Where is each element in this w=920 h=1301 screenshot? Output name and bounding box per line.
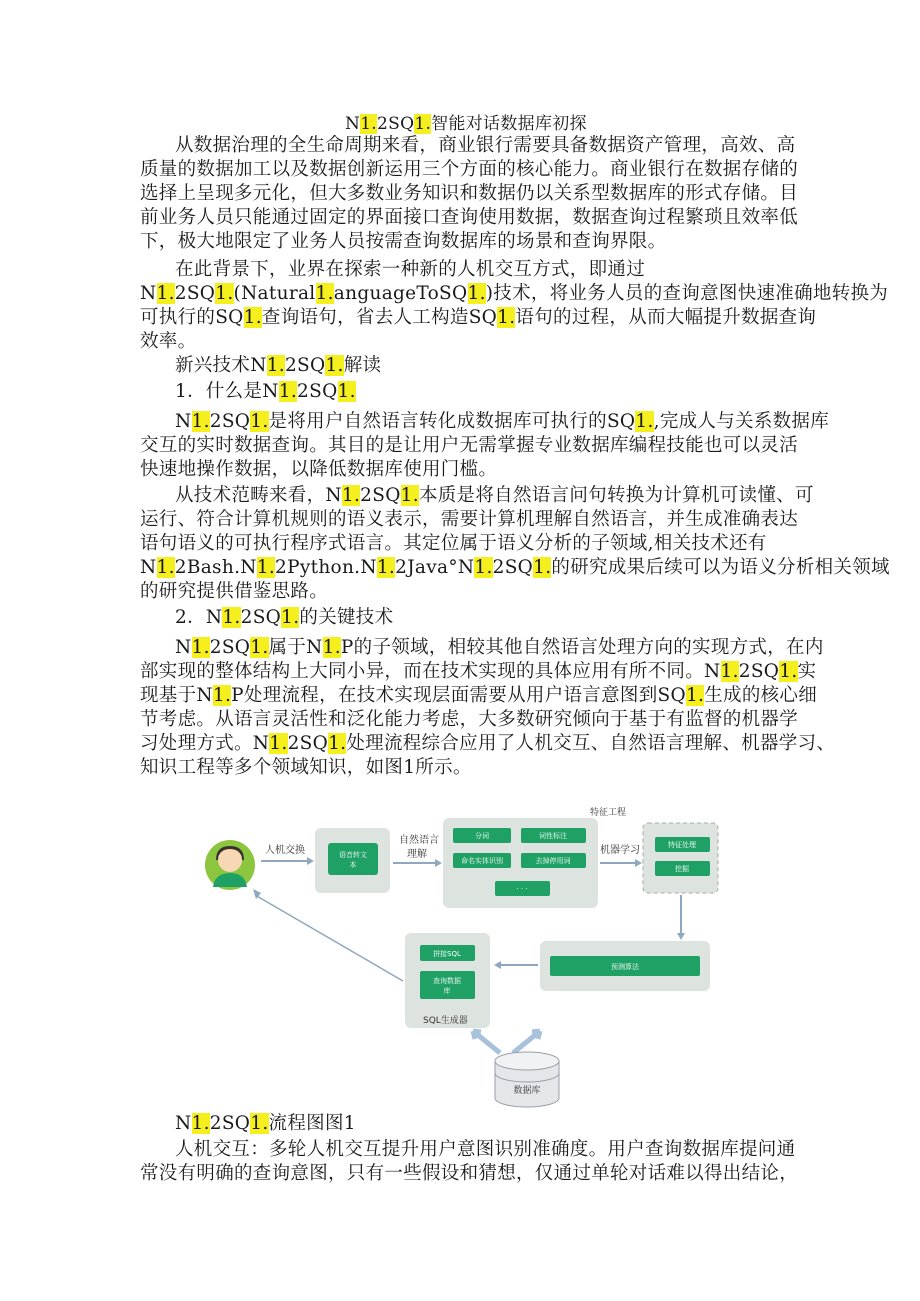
paragraph-4-line (175, 484, 835, 508)
highlight-mark: 1. (414, 114, 432, 134)
paragraph-1-line (140, 230, 800, 254)
arrow-1-head (307, 857, 314, 865)
database-label: 数据库 (513, 1086, 541, 1096)
paragraph-1-line (175, 134, 835, 158)
paragraph-4-line (140, 532, 800, 556)
text-run: 交互的实时数据查询。其目的是让用户无需掌握专业数据库编程技能也可以灵活 (140, 435, 799, 456)
prediction-label: 预测算法 (611, 963, 639, 971)
text-run: 查询语句，省去人工构造SQ (261, 307, 498, 328)
highlight-mark: 1. (400, 485, 419, 506)
feature-engineering-label: 特征工程 (590, 808, 627, 818)
highlight-mark: 1. (360, 114, 378, 134)
text-run: 选择上呈现多元化，但大多数业务知识和数据仍以关系型数据库的形式存储。目 (140, 183, 799, 204)
highlight-mark: 1. (266, 355, 285, 376)
paragraph-1-line (140, 182, 800, 206)
ner-label: 命名实体识别 (461, 857, 503, 865)
paragraph-6-line (175, 1138, 835, 1162)
text-run: 下，极大地限定了业务人员按需查询数据库的场景和查询界限。 (140, 231, 667, 252)
text-run: 在此背景下，业界在探索一种新的人机交互方式，即通过 (175, 259, 646, 280)
highlight-mark: 1. (156, 283, 175, 304)
text-run: 2SQ (492, 557, 534, 578)
subsection-heading-1 (175, 380, 835, 404)
highlight-mark: 1. (322, 637, 341, 658)
more-label: · · · (516, 885, 528, 893)
paragraph-2-line (140, 306, 817, 330)
paragraph-4-line (140, 508, 800, 532)
highlight-mark: 1. (191, 1113, 210, 1134)
highlight-mark: 1. (250, 1113, 269, 1134)
text-run: 习处理方式。N (140, 733, 270, 754)
mining-label: 挖掘 (675, 865, 689, 873)
highlight-mark: 1. (533, 557, 552, 578)
paragraph-5-line (140, 732, 836, 756)
text-run: 解读 (343, 355, 382, 376)
highlight-mark: 1. (474, 557, 493, 578)
text-run: 现基于N (140, 685, 213, 706)
highlight-mark: 1. (212, 685, 232, 706)
sql-generator-label: SQL生成器 (423, 1016, 468, 1026)
text-run: 效率。 (140, 331, 197, 352)
highlight-mark: 1. (256, 557, 276, 578)
highlight-mark: 1. (779, 661, 798, 682)
text-run: N (175, 1113, 192, 1134)
feature-processing-label: 特征处理 (668, 841, 696, 849)
text-run: N (175, 637, 192, 658)
text-run: 属于N (268, 637, 323, 658)
stopwords-label: 去掉停用词 (535, 857, 571, 865)
highlight-mark: 1. (635, 411, 654, 432)
paragraph-5-line (140, 756, 800, 780)
text-run: 2．N (175, 607, 223, 628)
paragraph-3-line (175, 410, 835, 434)
highlight-mark: 1. (215, 283, 234, 304)
paragraph-4-line (140, 580, 800, 604)
database-icon (495, 1052, 559, 1107)
text-run: 从技术范畴来看，N (175, 485, 342, 506)
text-run: 2SQ (284, 355, 326, 376)
arrow-5-head (494, 961, 501, 969)
pos-tagging-label: 词性标注 (539, 832, 567, 840)
highlight-mark: 1. (191, 637, 210, 658)
text-run: 流程图图1 (268, 1113, 356, 1134)
highlight-mark: 1. (281, 607, 300, 628)
text-run: 2SQ (209, 411, 251, 432)
text-run: 质量的数据加工以及数据创新运用三个方面的核心能力。商业银行在数据存储的 (140, 159, 799, 180)
highlight-mark: 1. (467, 283, 486, 304)
document-title (345, 112, 920, 136)
section-heading (175, 354, 835, 378)
text-run: 2SQ (240, 607, 282, 628)
text-run: 2SQ (174, 283, 216, 304)
text-run: anguageToSQ (333, 283, 468, 304)
text-run: 常没有明确的查询意图，只有一些假设和猜想，仅通过单轮对话难以得出结论， (140, 1163, 799, 1184)
text-run: 处理流程综合应用了人机交互、自然语言理解、机器学习、 (346, 733, 836, 754)
paragraph-3-line (140, 434, 800, 458)
text-run: 2Python.N (275, 557, 377, 578)
text-run: 2SQ (297, 381, 338, 402)
text-run: 2SQ (209, 637, 251, 658)
text-run: 2SQ (738, 661, 780, 682)
highlight-mark: 1. (328, 733, 347, 754)
text-run: N (345, 114, 361, 134)
query-db-label-2: 库 (443, 987, 451, 995)
text-run: 实 (797, 661, 817, 682)
text-run: N (140, 283, 157, 304)
highlight-mark: 1. (243, 307, 262, 328)
text-run: 1．什么是N (175, 381, 279, 402)
speech-to-text-label-1: 语音转文 (339, 851, 367, 859)
db-arrow-up (473, 1031, 500, 1053)
human-interaction-label: 人机交换 (265, 845, 305, 856)
text-run: 是将用户自然语言转化成数据库可执行的SQ (268, 411, 636, 432)
text-run: 2SQ (287, 733, 329, 754)
highlight-mark: 1. (156, 557, 175, 578)
text-run: 可执行的SQ (140, 307, 244, 328)
arrow-4-head (677, 933, 685, 940)
text-run: 智能对话数据库初探 (431, 114, 587, 134)
segmentation-label: 分词 (475, 832, 489, 840)
highlight-mark: 1. (250, 411, 269, 432)
arrow-2-head (435, 859, 442, 867)
feature-engineering-panel (643, 823, 718, 893)
user-avatar-icon (205, 840, 255, 890)
text-run: ,完成人与关系数据库 (653, 411, 830, 432)
highlight-mark: 1. (685, 685, 705, 706)
query-db-label-1: 查询数据 (433, 977, 461, 985)
highlight-mark: 1. (376, 557, 396, 578)
paragraph-2-line (140, 282, 889, 306)
highlight-mark: 1. (250, 637, 269, 658)
highlight-mark: 1. (222, 607, 241, 628)
paragraph-4-line (140, 556, 890, 580)
text-run: 节考虑。从语言灵活性和泛化能力考虑，大多数研究倾向于基于有监督的机器学 (140, 709, 799, 730)
text-run: 知识工程等多个领域知识，如图1所示。 (140, 757, 472, 778)
text-run: P处理流程，在技术实现层面需要从用户语言意图到SQ (231, 685, 686, 706)
text-run: P的子领域，相较其他自然语言处理方向的实现方式，在内 (340, 637, 824, 658)
text-run: 语句的过程，从而大幅提升数据查询 (515, 307, 817, 328)
flowchart-svg (195, 803, 730, 1108)
subsection-heading-2 (175, 606, 835, 630)
text-run: 的研究成果后续可以为语义分析相关领域 (551, 557, 890, 578)
text-run: 生成的核心细 (704, 685, 818, 706)
speech-to-text-label-2: 本 (349, 861, 357, 869)
text-run: 本质是将自然语言问句转换为计算机可读懂、可 (418, 485, 814, 506)
nl2sql-flowchart (195, 803, 730, 1108)
text-run: N (175, 411, 192, 432)
text-run: 2Java°N (395, 557, 475, 578)
text-run: 2SQ (377, 114, 415, 134)
paragraph-5-line (175, 636, 835, 660)
highlight-mark: 1. (325, 355, 344, 376)
highlight-mark: 1. (337, 381, 356, 402)
paragraph-2-line (175, 258, 835, 282)
highlight-mark: 1. (315, 283, 334, 304)
paragraph-6-line (140, 1162, 800, 1186)
arrow-3-head (635, 859, 642, 867)
figure-caption (175, 1112, 835, 1136)
text-run: 从数据治理的全生命周期来看，商业银行需要具备数据资产管理，高效、高 (175, 135, 796, 156)
text-run: 的关键技术 (299, 607, 394, 628)
text-run: 2SQ (360, 485, 401, 506)
text-run: )技术，将业务人员的查询意图快速准确地转换为 (485, 283, 889, 304)
text-run: N (140, 557, 157, 578)
db-arrow-down (513, 1031, 540, 1053)
highlight-mark: 1. (191, 411, 210, 432)
text-run: (Natural (233, 283, 316, 304)
nlu-label-1: 自然语言 (399, 835, 439, 846)
paragraph-5-line (140, 708, 800, 732)
text-run: 2SQ (209, 1113, 251, 1134)
paragraph-5-line (140, 684, 818, 708)
ml-label: 机器学习 (600, 845, 640, 856)
concat-sql-label: 拼接SQL (433, 950, 461, 958)
text-run: 人机交互：多轮人机交互提升用户意图识别准确度。用户查询数据库提问通 (175, 1139, 796, 1160)
highlight-mark: 1. (341, 485, 361, 506)
text-run: 新兴技术N (175, 355, 267, 376)
highlight-mark: 1. (269, 733, 288, 754)
text-run: 快速地操作数据，以降低数据库使用门槛。 (140, 459, 498, 480)
return-arrow (255, 895, 403, 981)
paragraph-1-line (140, 206, 800, 230)
speech-to-text-box (328, 843, 378, 875)
text-run: 前业务人员只能通过固定的界面接口查询使用数据，数据查询过程繁琐且效率低 (140, 207, 799, 228)
text-run: 语句语义的可执行程序式语言。其定位属于语义分析的子领域,相关技术还有 (140, 533, 767, 554)
highlight-mark: 1. (497, 307, 516, 328)
nlu-label-2: 理解 (407, 849, 427, 860)
text-run: 运行、符合计算机规则的语义表示，需要计算机理解自然语言，并生成准确表达 (140, 509, 799, 530)
paragraph-3-line (140, 458, 800, 482)
highlight-mark: 1. (720, 661, 739, 682)
paragraph-2-line (140, 330, 800, 354)
highlight-mark: 1. (278, 381, 298, 402)
text-run: 2Bash.N (174, 557, 257, 578)
paragraph-5-line (140, 660, 817, 684)
text-run: 部实现的整体结构上大同小异，而在技术实现的具体应用有所不同。N (140, 661, 721, 682)
text-run: 的研究提供借鉴思路。 (140, 581, 329, 602)
paragraph-1-line (140, 158, 800, 182)
